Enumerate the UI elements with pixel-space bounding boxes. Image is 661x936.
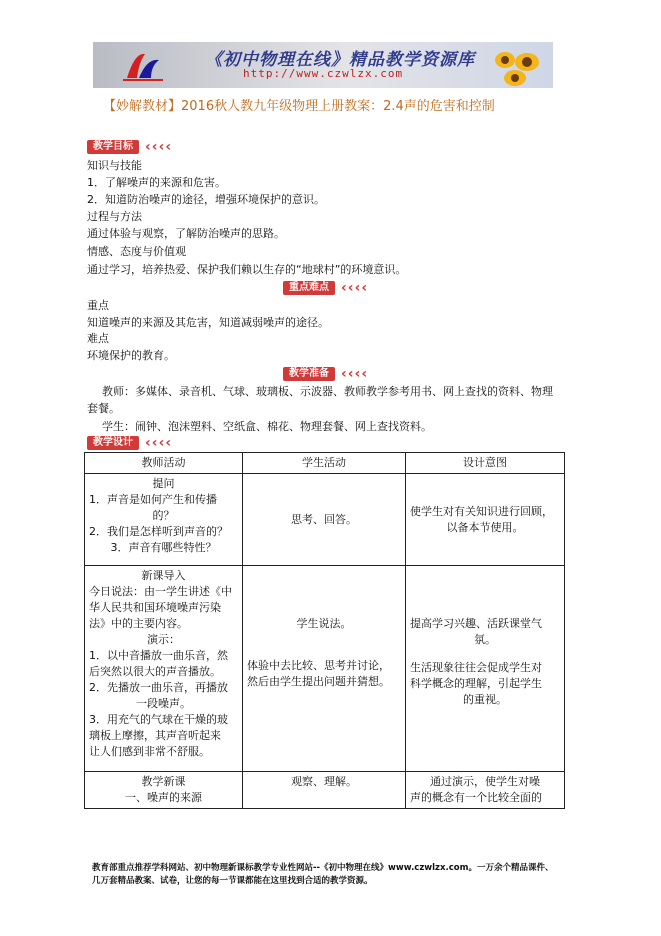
knowledge-heading: 知识与技能 — [87, 159, 142, 172]
key-heading: 重点 — [87, 299, 109, 312]
design-intent-cell — [406, 474, 565, 566]
section-goals-header — [87, 140, 172, 154]
cell-line: 新课导入 — [141, 569, 186, 582]
difficulty-heading: 难点 — [87, 332, 109, 345]
chevrons-icon: ‹ ‹ ‹ ‹ — [145, 139, 172, 155]
section-design-header — [87, 436, 172, 450]
cell-line: 演示： — [147, 633, 180, 646]
cell-line: 氛。 — [474, 633, 496, 646]
cell-line: 后突然以很大的声音播放。 — [89, 665, 221, 678]
table-header-row — [85, 453, 565, 474]
cell-line: 让人们感到非常不舒服。 — [89, 745, 210, 758]
cell-line: 提高学习兴趣、活跃课堂气 — [410, 617, 542, 630]
cell-line: 华人民共和国环境噪声污染 — [89, 601, 221, 614]
cell-line: 一段噪声。 — [136, 697, 191, 710]
site-logo-icon — [121, 48, 165, 84]
section-label: 重点难点 — [283, 281, 335, 295]
column-header: 设计意图 — [406, 453, 565, 474]
section-prep-header — [283, 367, 368, 381]
chevrons-icon: ‹ ‹ ‹ ‹ — [341, 280, 368, 296]
section-keypoints-header — [283, 281, 368, 295]
section-label: 教学目标 — [87, 140, 139, 154]
cell-line: 声的概念有一个比较全面的 — [410, 791, 542, 804]
key-text: 知道噪声的来源及其危害，知道减弱噪声的途径。 — [87, 316, 329, 329]
cell-line: 生活现象往往会促成学生对 — [410, 661, 542, 674]
goal-item: 通过体验与观察，了解防治噪声的思路。 — [87, 227, 285, 240]
section-label: 教学准备 — [283, 367, 335, 381]
chevrons-icon: ‹ ‹ ‹ ‹ — [145, 435, 172, 451]
cell-line: 3．用充气的气球在干燥的玻 — [89, 713, 228, 726]
cell-line: 观察、理解。 — [291, 775, 357, 788]
sunflower-icon — [487, 48, 545, 88]
goal-item: 1．了解噪声的来源和危害。 — [87, 176, 226, 189]
student-activity-cell — [243, 474, 406, 566]
site-banner — [93, 42, 553, 88]
difficulty-text: 环境保护的教育。 — [87, 349, 175, 362]
student-activity-cell — [243, 772, 406, 809]
cell-line: 通过演示，使学生对噪 — [430, 775, 540, 788]
teacher-activity-cell — [85, 772, 243, 809]
page-footer — [92, 862, 572, 888]
goal-item: 通过学习，培养热爱、保护我们赖以生存的“地球村”的环境意识。 — [87, 263, 407, 276]
section-label: 教学设计 — [87, 436, 139, 450]
cell-line: 今日说法：由一学生讲述《中 — [89, 585, 232, 598]
cell-line: 1．以中音播放一曲乐音，然 — [89, 649, 228, 662]
teacher-materials-cont: 套餐。 — [87, 402, 120, 415]
column-header: 学生活动 — [243, 453, 406, 474]
cell-line: 3．声音有哪些特性？ — [110, 541, 217, 554]
cell-line: 使学生对有关知识进行回顾， — [410, 504, 553, 518]
emotion-heading: 情感、态度与价值观 — [87, 245, 186, 258]
cell-line: 体验中去比较、思考并讨论， — [247, 659, 390, 672]
document-title: 【妙解教材】2016秋人教九年级物理上册教案：2.4声的危害和控制 — [103, 99, 495, 114]
cell-line: 的重视。 — [463, 693, 507, 706]
cell-line: 以备本节使用。 — [446, 520, 524, 534]
lesson-plan-table — [84, 452, 565, 809]
goal-item: 2．知道防治噪声的途径，增强环境保护的意识。 — [87, 193, 325, 206]
teacher-activity-cell — [85, 474, 243, 566]
cell-line: 思考、回答。 — [291, 512, 357, 526]
cell-line: 法》中的主要内容。 — [89, 617, 188, 630]
footer-line: 教育部重点推荐学科网站、初中物理新课标教学专业性网站--《初中物理在线》www.czwlzx.com。一万余个精品课件、 — [92, 863, 554, 873]
cell-line: 2．先播放一曲乐音，再播放 — [89, 681, 228, 694]
cell-line: 的？ — [152, 509, 175, 522]
process-heading: 过程与方法 — [87, 210, 142, 223]
teacher-materials: 教师：多媒体、录音机、气球、玻璃板、示波器、教师教学参考用书、网上查找的资料、物理 — [102, 385, 553, 398]
table-row — [85, 566, 565, 772]
cell-line: 学生说法。 — [296, 617, 352, 630]
cell-line: 科学概念的理解，引起学生 — [410, 677, 542, 690]
cell-line: 2．我们是怎样听到声音的？ — [89, 525, 228, 538]
design-intent-cell — [406, 566, 565, 772]
banner-title: 《初中物理在线》精品教学资源库 — [205, 50, 475, 70]
table-row — [85, 772, 565, 809]
cell-line: 提问 — [152, 477, 175, 490]
cell-line: 一、噪声的来源 — [125, 791, 202, 804]
teacher-activity-cell — [85, 566, 243, 772]
footer-line: 几万套精品教案、试卷，让您的每一节课都能在这里找到合适的教学资源。 — [92, 876, 373, 886]
student-activity-cell — [243, 566, 406, 772]
banner-url[interactable]: http://www.czwlzx.com — [243, 67, 404, 80]
cell-line: 然后由学生提出问题并猜想。 — [247, 675, 390, 688]
cell-line: 璃板上摩擦，其声音听起来 — [89, 729, 221, 742]
design-intent-cell — [406, 772, 565, 809]
column-header: 教师活动 — [85, 453, 243, 474]
cell-line: 1．声音是如何产生和传播 — [89, 493, 217, 506]
student-materials: 学生：闹钟、泡沫塑料、空纸盒、棉花、物理套餐、网上查找资料。 — [102, 420, 432, 433]
table-row — [85, 474, 565, 566]
cell-line: 教学新课 — [141, 775, 186, 788]
chevrons-icon: ‹ ‹ ‹ ‹ — [341, 366, 368, 382]
